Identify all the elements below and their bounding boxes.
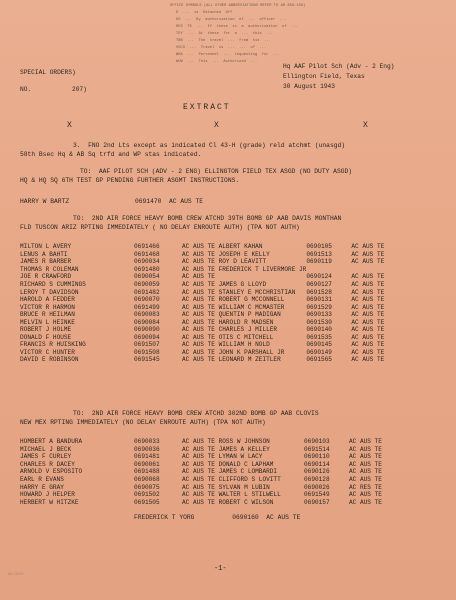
roster-cell: AC AUS TE ROSS W JOHNSON <box>182 438 270 446</box>
roster-cell: AC AUS TE SYLVAN M LUBIN <box>182 483 270 491</box>
roster-cell: 0690094 <box>134 333 160 341</box>
abbreviation-line: TDY ... At these for a ... this ... <box>176 32 274 36</box>
roster-cell: MICHAEL J BECK <box>20 445 72 453</box>
abbreviation-line: DO ... By authorization of ... officer ... <box>176 18 287 22</box>
roster-cell: AC AUS TE <box>351 303 385 311</box>
roster-cell: AC AUS TE WALTER L STILWELL <box>182 491 281 499</box>
roster-cell: CHARLES R DACEY <box>20 460 75 468</box>
abbreviation-line: TRB ... The travel ... from his ... <box>176 39 271 43</box>
roster-row <box>20 446 389 454</box>
roster-cell: JAMES F CURLEY <box>20 453 72 461</box>
roster-cell: 0691468 <box>134 250 160 258</box>
roster-cell: 0690149 <box>306 348 332 356</box>
roster-cell: AC AUS TE <box>351 356 385 364</box>
issuing-unit: Hq AAF Pilot Sch (Adv - 2 Eng) <box>283 63 395 70</box>
officer-name: HARRY W BARTZ <box>20 198 70 205</box>
roster-row <box>20 356 391 364</box>
roster-cell: AC AUS TE WILLIAM H NOLD <box>182 341 270 349</box>
roster-cell: 0690075 <box>134 483 160 491</box>
roster-cell: AC AUS TE ROBERT G MCCONNELL <box>182 296 285 304</box>
roster-row <box>20 326 391 334</box>
roster-cell: AC AUS TE <box>351 341 385 349</box>
roster-cell: AC AUS TE ROBERT C WILSON <box>182 498 274 506</box>
roster-cell: AC AUS TE LYMAN W LACY <box>182 453 263 461</box>
roster-cell: AC AUS TE CLIFFORD S LOVITT <box>182 476 281 483</box>
issuing-location: Ellington Field, Texas <box>283 73 365 80</box>
roster-cell: 0690070 <box>134 296 160 304</box>
roster-cell: 0690140 <box>306 326 332 334</box>
roster-cell: AC AUS TE <box>351 296 385 304</box>
roster-row <box>20 281 391 289</box>
roster-row <box>20 258 391 266</box>
roster-cell: 0690036 <box>134 445 160 453</box>
roster-cell: AC AUS TE <box>351 273 385 281</box>
separator-mark: X <box>214 121 219 130</box>
roster-cell: AC AUS TE <box>349 445 382 453</box>
roster-cell: AC AUS TE <box>182 273 215 281</box>
roster-cell: 0691528 <box>306 288 332 296</box>
roster-cell: AC AUS TE <box>351 258 385 266</box>
roster-cell: 0690131 <box>306 296 332 304</box>
roster-cell: 0690083 <box>134 311 160 319</box>
roster-row <box>20 303 391 311</box>
roster-cell: 0691549 <box>304 491 330 499</box>
paragraph-3-line-2: 58th Bsec Hq & AB Sq trfd and WP stas indicated. <box>20 151 202 158</box>
roster-cell: AC AUS TE ALBERT KAHAN <box>182 243 263 251</box>
roster-cell: MELVIN L HEINKE <box>20 318 75 326</box>
roster-row <box>20 311 391 319</box>
form-code: G3/3535 <box>8 573 24 577</box>
roster-row <box>20 468 389 476</box>
roster-cell: VICTOR C HUNTER <box>20 348 75 356</box>
roster-cell: AC AUS TE <box>351 333 385 341</box>
roster-row <box>20 349 391 357</box>
roster-cell: AC AUS TE CHARLES J MILLER <box>182 326 278 334</box>
roster-cell: 0690145 <box>306 341 332 349</box>
roster-cell: 0691502 <box>134 491 160 499</box>
assignment-2-line-2: FLD TUSCON ARIZ RPTING IMMEDIATELY ( NO DELAY ENROUTE AUTH) (TPA NOT AUTH) <box>20 224 300 231</box>
roster-cell: 0690119 <box>306 258 332 266</box>
roster-cell: AC AUS TE OTIS C MITCHELL <box>182 333 274 341</box>
roster-cell: RICHARD S CUMMINGS <box>20 281 86 288</box>
roster-cell: ARNOLD V ESPOSITO <box>20 468 83 476</box>
roster-cell: AC AUS TE FREDERICK T LIVERMORE JR <box>182 265 307 273</box>
roster-cell: 0691508 <box>134 348 160 356</box>
roster-cell: JAMES R BARBER <box>20 258 72 266</box>
roster-cell: AC AUS TE QUENTIN P MADIGAN <box>182 311 281 319</box>
roster-row <box>20 296 391 304</box>
roster-cell: 0690090 <box>134 326 160 334</box>
roster-cell: 0690124 <box>306 273 332 281</box>
roster-cell: AC AUS TE <box>351 288 385 296</box>
assignment-1-line-2: HQ & HQ SQ 6TH TEST GP PENDING FURTHER ASGMT INSTRUCTIONS. <box>20 177 240 184</box>
roster-cell: 0690103 <box>304 438 330 446</box>
roster-cell: AC AUS TE <box>349 498 382 506</box>
roster-cell: AC AUS TE LEONARD M ZEITLER <box>182 356 281 364</box>
roster-cell: 0691481 <box>134 453 160 461</box>
abbreviation-line: WHA ... Personnel ... requesting for ... <box>176 53 280 57</box>
roster-cell: 0690033 <box>134 438 160 446</box>
roster-row <box>20 266 391 274</box>
roster-cell: 0690110 <box>304 453 330 461</box>
order-date: 30 August 1943 <box>283 83 335 90</box>
roster-cell: HERBERT W HITZKE <box>20 498 79 506</box>
extract-title: EXTRACT <box>183 103 231 112</box>
roster-row <box>20 341 391 349</box>
roster-cell: HOWARD J HELPER <box>20 491 75 499</box>
officer-serial: 0691470 AC AUS TE <box>135 198 204 205</box>
roster-row <box>20 461 389 469</box>
last-roster-entry: FREDERICK T YORG 0690160 AC AUS TE <box>134 514 301 521</box>
roster-cell: ROBERT J HOLME <box>20 326 72 334</box>
roster-cell: LENUS A BAHTI <box>20 250 68 258</box>
roster-cell: 0690084 <box>134 318 160 326</box>
roster-row <box>20 318 391 326</box>
roster-cell: THOMAS R COLEMAN <box>20 265 79 273</box>
roster-cell: 0690126 <box>304 468 330 476</box>
paragraph-3-line-1: 3. FNO 2nd Lts except as indicated Cl 43-H (grade) reld atchmt (unasgd) <box>73 142 346 149</box>
roster-cell: AC AUS TE <box>349 468 382 476</box>
roster-cell: DAVID E ROBINSON <box>20 356 79 364</box>
roster-cell: AC AUS TE <box>351 318 385 326</box>
roster-cell: EARL R EVANS <box>20 476 64 483</box>
roster-cell: AC AUS TE DONALD C LAPHAM <box>182 460 274 468</box>
roster-cell: AC AUS TE <box>349 438 382 446</box>
roster-cell: AC AUS TE JAMES C LOMBARDI <box>182 468 278 476</box>
special-orders-label: SPECIAL ORDERS) <box>20 69 76 76</box>
roster-cell: AC AUS TE JAMES A KELLEY <box>182 445 270 453</box>
roster-cell: AC AUS TE <box>351 281 385 288</box>
roster-row <box>20 273 391 281</box>
roster-cell: AC RES TE <box>349 483 382 491</box>
roster-cell: LEROY T DAVIDSON <box>20 288 79 296</box>
roster-cell <box>351 266 391 274</box>
roster-cell: MILTON L AVERY <box>20 243 72 251</box>
order-number-label: NO. <box>20 86 32 93</box>
roster-cell: AC AUS TE <box>349 453 382 461</box>
roster-cell: 0690127 <box>306 281 332 288</box>
assignment-3-line-2: NEW MEX RPTING IMMEDIATELY (NO DELAY ENROUTE AUTH) (TPA NOT AUTH) <box>20 419 266 426</box>
separator-mark: X <box>363 121 368 130</box>
roster-cell: FRANCIS R HUISKING <box>20 341 86 349</box>
roster-davis-monthan <box>20 243 391 364</box>
roster-row <box>20 483 389 491</box>
roster-cell: 0691482 <box>134 288 160 296</box>
roster-cell: AC AUS TE JAMES G LLOYD <box>182 281 267 288</box>
roster-cell: AC AUS TE <box>349 491 382 499</box>
roster-row <box>20 476 389 484</box>
roster-cell: AC AUS TE JOHN K PARSHALL JR <box>182 348 285 356</box>
roster-cell <box>306 266 351 274</box>
roster-cell: 0690061 <box>134 460 160 468</box>
roster-row <box>20 453 389 461</box>
roster-cell: 0690128 <box>304 476 330 483</box>
roster-cell: VICTOR R HARMON <box>20 303 75 311</box>
roster-cell: 0691499 <box>134 303 160 311</box>
roster-cell: JOE R CRAWFORD <box>20 273 72 281</box>
roster-cell: 0691507 <box>134 341 160 349</box>
abbreviation-line: WUW ... This ... Authorized ... <box>176 60 258 64</box>
roster-cell: AC AUS TE <box>351 311 385 319</box>
roster-cell: AC AUS TE ROY D LEAVITT <box>182 258 267 266</box>
roster-cell: AC AUS TE <box>351 250 385 258</box>
roster-row <box>20 251 391 259</box>
roster-cell: 0690133 <box>306 311 332 319</box>
roster-cell: 0690026 <box>304 483 330 491</box>
roster-row <box>20 498 389 506</box>
roster-cell: AC AUS TE HAROLD R MADSEN <box>182 318 274 326</box>
abbreviations-heading: OFFICE SYMBOLS (ALL OTHER ABBREVIATIONS REFER TO AR 850-150) <box>170 4 306 8</box>
roster-cell: AC AUS TE <box>349 476 382 483</box>
roster-cell: 0691565 <box>306 356 332 364</box>
roster-cell: BRUCE R HEILMAN <box>20 311 75 319</box>
roster-row <box>20 491 389 499</box>
roster-cell: DONALD F HOUSE <box>20 333 72 341</box>
roster-cell: AC AUS TE <box>351 348 385 356</box>
roster-cell: 0690114 <box>304 460 330 468</box>
roster-cell: AC AUS TE WILLIAM C MCMASTER <box>182 303 285 311</box>
abbreviation-line: D ... is Detached Off <box>176 11 233 15</box>
assignment-1-line-1: TO: AAF PILOT SCH (ADV - 2 ENG) ELLINGTON FIELD TEX ASGD (NO DUTY ASGD) <box>80 168 353 175</box>
roster-cell: HOMBERT A BANDURA <box>20 438 83 446</box>
assignment-2-line-1: TO: 2ND AIR FORCE HEAVY BOMB CREW ATCHD 39TH BOMB GP AAB DAVIS MONTHAN <box>73 215 342 222</box>
roster-cell: 0691530 <box>306 318 332 326</box>
roster-cell: HAROLD A FEDDER <box>20 296 75 304</box>
roster-cell: 0691466 <box>134 243 160 251</box>
order-number-value: 207) <box>72 86 87 93</box>
roster-cell: 0691545 <box>134 356 160 364</box>
roster-cell: AC AUS TE <box>349 460 382 468</box>
assignment-3-line-1: TO: 2ND AIR FORCE HEAVY BOMB CREW ATCHD 302ND BOMB GP AAB CLOVIS <box>73 410 319 417</box>
roster-cell: AC AUS TE <box>351 326 385 334</box>
roster-cell: 0690059 <box>134 281 160 288</box>
roster-cell: 0690157 <box>304 498 330 506</box>
page-number: -1- <box>214 565 227 573</box>
roster-cell: 0691513 <box>306 250 332 258</box>
roster-cell: 0690068 <box>134 476 160 483</box>
roster-cell: 0690105 <box>306 243 332 251</box>
roster-cell: 0690054 <box>134 273 160 281</box>
roster-cell: AC AUS TE <box>351 243 385 251</box>
roster-row <box>20 243 391 251</box>
roster-cell: 0691505 <box>134 498 160 506</box>
roster-row <box>20 438 389 446</box>
roster-cell: AC AUS TE STANLEY E MCCHRISTIAN <box>182 288 296 296</box>
roster-row <box>20 334 391 342</box>
roster-row <box>20 288 391 296</box>
abbreviation-line: VOCO ... Travel is ... ... of ... <box>176 46 267 50</box>
roster-cell: 0691488 <box>134 468 160 476</box>
roster-cell: 0690034 <box>134 258 160 266</box>
roster-cell: 0691480 <box>134 265 160 273</box>
abbreviation-line: RES TS ... If these is a authorization of ... <box>176 25 298 29</box>
roster-cell: AC AUS TE JOSEPH E KELLY <box>182 250 270 258</box>
roster-cell: 0691529 <box>306 303 332 311</box>
roster-cell: 0691514 <box>304 445 330 453</box>
roster-cell: 0691535 <box>306 333 332 341</box>
separator-mark: X <box>67 121 72 130</box>
roster-cell: HARRY E GRAY <box>20 483 64 491</box>
roster-clovis <box>20 438 389 506</box>
